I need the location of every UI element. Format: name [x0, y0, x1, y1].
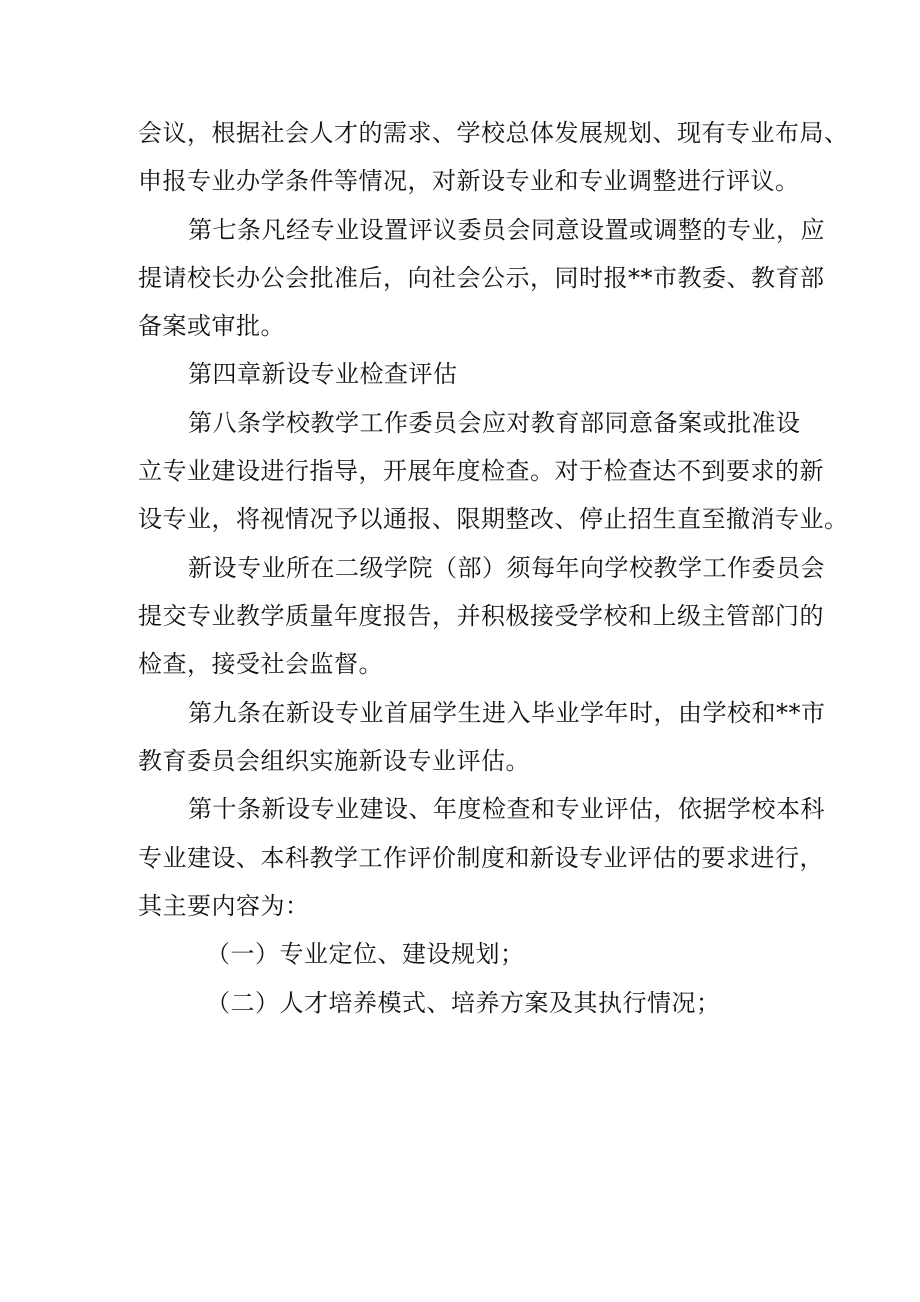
text-line: 新设专业所在二级学院（部）须每年向学校教学工作委员会 [188, 554, 825, 582]
list-item: （一）专业定位、建设规划； [206, 940, 525, 968]
text-line: 提请校长办公会批准后，向社会公示，同时报**市教委、教育部 [138, 264, 825, 292]
text-line: 检查，接受社会监督。 [138, 650, 383, 678]
text-line: 第九条在新设专业首届学生进入毕业学年时，由学校和**市 [188, 699, 826, 727]
list-item: （二）人才培养模式、培养方案及其执行情况； [206, 989, 721, 1017]
text-line: 第八条学校教学工作委员会应对教育部同意备案或批准设 [188, 409, 801, 437]
text-line: 备案或审批。 [138, 312, 285, 340]
text-line: 第十条新设专业建设、年度检查和专业评估，依据学校本科 [188, 795, 825, 823]
section-heading: 第四章新设专业检查评估 [188, 360, 458, 388]
text-line: 设专业，将视情况予以通报、限期整改、停止招生直至撤消专业。 [138, 505, 849, 533]
text-line: 提交专业教学质量年度报告，并积极接受学校和上级主管部门的 [138, 602, 824, 630]
text-line: 申报专业办学条件等情况，对新设专业和专业调整进行评议。 [138, 167, 800, 195]
text-line: 专业建设、本科教学工作评价制度和新设专业评估的要求进行， [138, 844, 824, 872]
text-line: 会议，根据社会人才的需求、学校总体发展规划、现有专业布局、 [138, 119, 849, 147]
text-line: 其主要内容为： [138, 892, 310, 920]
text-line: 立专业建设进行指导，开展年度检查。对于检查达不到要求的新 [138, 457, 824, 485]
text-line: 第七条凡经专业设置评议委员会同意设置或调整的专业，应 [188, 216, 825, 244]
text-line: 教育委员会组织实施新设专业评估。 [138, 747, 530, 775]
